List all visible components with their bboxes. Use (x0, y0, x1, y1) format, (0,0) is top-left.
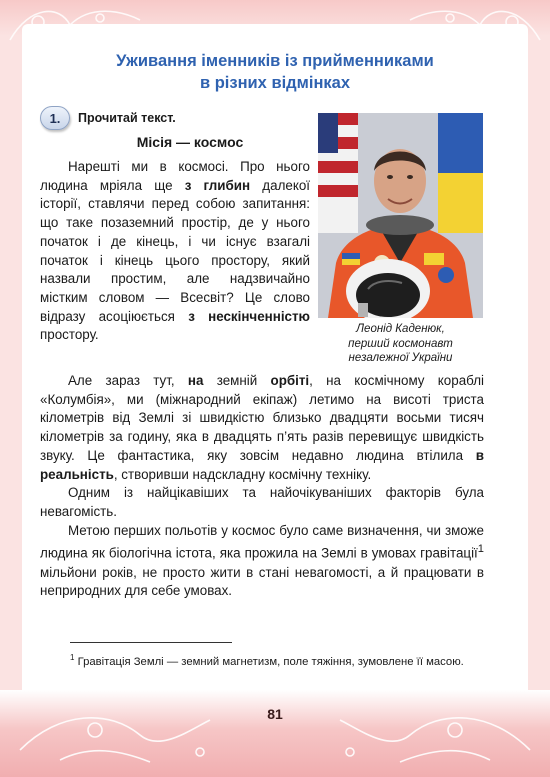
astronaut-photo (318, 113, 483, 318)
highlight-phrase: з нескінченністю (188, 308, 310, 324)
text-run: простору. (40, 327, 99, 343)
text-left-column (40, 158, 310, 345)
title-line-1: Уживання іменників із прийменниками (116, 52, 434, 70)
footnote-marker: 1 (477, 543, 484, 556)
footnote-divider (70, 642, 232, 643)
footnote-text: Гравітація Землі — земний магнетизм, поле тяжіння, зумовлене її масою. (74, 655, 464, 668)
highlight-phrase: на (187, 373, 204, 388)
page-number: 81 (267, 706, 283, 722)
text-run: далекої історії, ставлячи перед собою запитання: що таке позаземний простір, де у нього початок і де кінець, і чи існує взагалі початок і кінець цього простору, який назвали простим, але надзвичайно містким словом — Всесвіт? Це слово відразу асоціюється (40, 177, 311, 324)
highlight-phrase: в реальність (40, 447, 484, 482)
text-title: Місія — космос (136, 134, 244, 150)
text-run: Метою перших польотів у космос було саме визначення, чи зможе людина як біологічна істота, яка прожила на Землі в умовах гравітації (40, 522, 484, 561)
caption-line: Леонід Каденюк, (356, 323, 445, 335)
photo-caption (318, 322, 483, 366)
bottom-ornament-icon (0, 690, 550, 777)
caption-line: незалежної України (348, 352, 453, 364)
paragraph-2 (40, 372, 484, 484)
footnote-number: 1 (70, 653, 75, 662)
task-heading (40, 106, 176, 130)
text-run: земній (203, 373, 271, 388)
text-run: , створивши надскладну космічну техніку. (113, 466, 372, 482)
footnote (70, 650, 484, 670)
task-number-badge: 1. (40, 106, 70, 130)
title-line-2: в різних відмінках (199, 74, 351, 92)
text-run: Нарешті ми в космосі. Про нього людина мріяла ще (40, 159, 310, 193)
text-main-column (40, 372, 484, 601)
task-label: Прочитай текст. (78, 111, 176, 125)
text-run: мільйони років, не просто жити в стані невагомості, а й працювати в неприродних для себе умовах. (40, 564, 484, 599)
paragraph-3: Одним із найцікавіших та найочікуваніших факторів була невагомість. (40, 485, 484, 519)
highlight-phrase: з глибин (184, 177, 251, 193)
text-run: Але зараз тут, (68, 373, 188, 388)
paragraph-4 (40, 522, 484, 601)
page-title (60, 50, 490, 94)
highlight-phrase: орбіті (270, 373, 310, 388)
paragraph-1 (40, 158, 310, 345)
caption-line: перший космонавт (348, 337, 453, 350)
text-run: , на космічному кораблі «Колумбія», ми (міжнародний екіпаж) летимо на висоті триста кілометрів від Землі зі швидкістю близько двадцяти восьми тисяч кілометрів за годину, яка в двадцять п’ять разів перевищує швидкість звуку. Це фантастика, яку зовсім недавно людина втілила (40, 373, 485, 463)
